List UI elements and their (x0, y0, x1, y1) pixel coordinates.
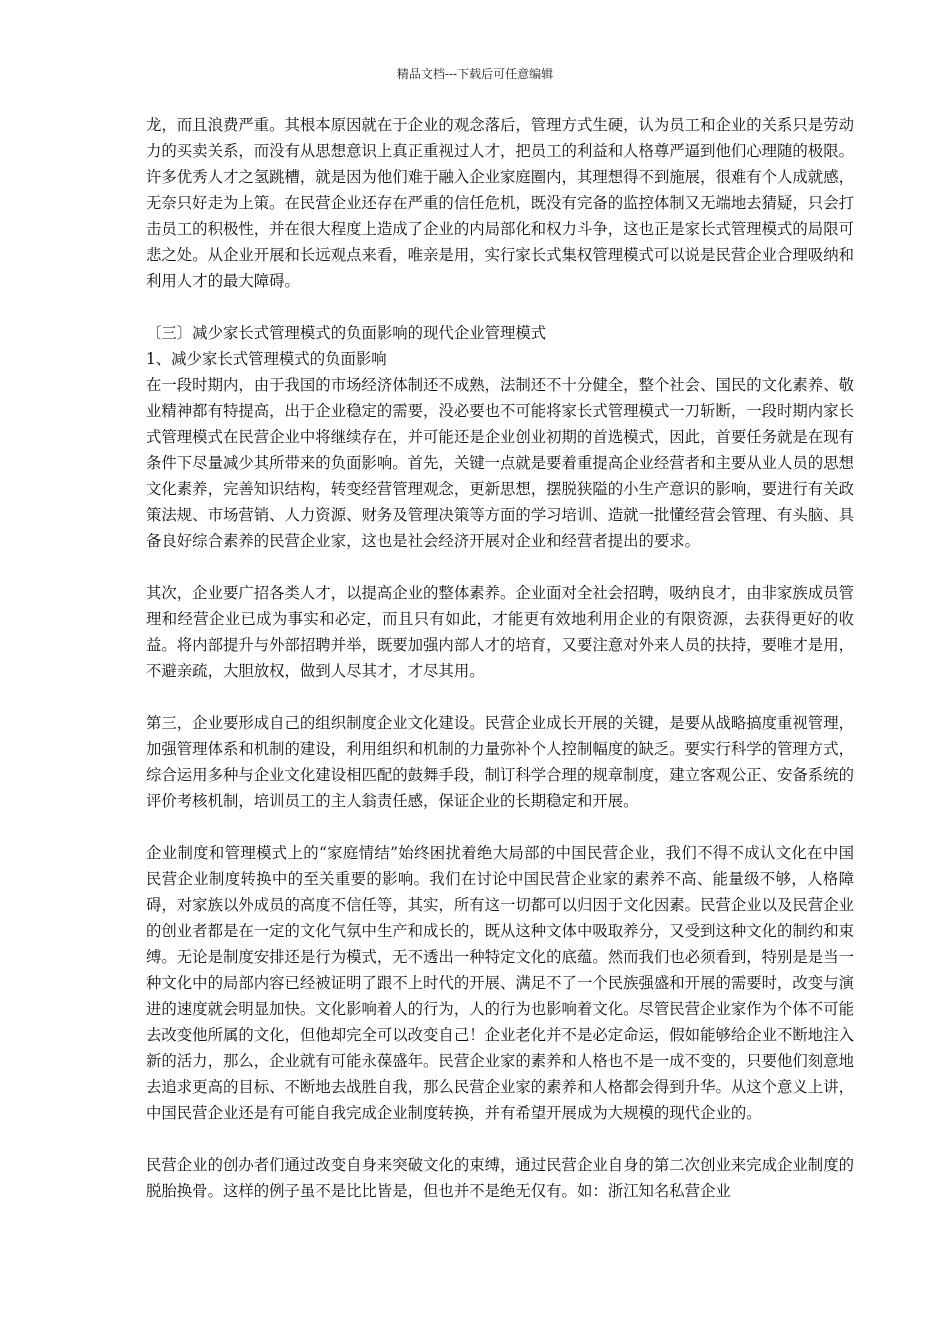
paragraph: 第三，企业要形成自己的组织制度企业文化建设。民营企业成长开展的关键，是要从战略搞度重视管理，加强管理体系和机制的建设，利用组织和机制的力量弥补个人控制幅度的缺乏。要实行科学的管理方式，综合运用多种与企业文化建设相匹配的鼓舞手段，制订科学合理的规章制度，建立客观公正、安备系统的评价考核机制，培训员工的主人翁责任感，保证企业的长期稳定和开展。 (146, 714, 854, 810)
subsection-heading: 1、减少家长式管理模式的负面影响 (146, 350, 387, 368)
paragraph: 龙，而且浪费严重。其根本原因就在于企业的观念落后，管理方式生硬，认为员工和企业的关系只是劳动力的买卖关系，而没有从思想意识上真正重视过人才，把员工的利益和人格尊严逼到他们心理随的极限。许多优秀人才之氢跳槽，就是因为他们难于融入企业家庭圈内，其理想得不到施展，很难有个人成就感，无奈只好走为上策。在民营企业还存在严重的信任危机，既没有完备的监控体制又无端地去猜疑，只会打击员工的积极性，并在很大程度上造成了企业的内局部化和权力斗争，这也正是家长式管理模式的局限可悲之处。从企业开展和长远观点来看，唯亲是用，实行家长式集权管理模式可以说是民营企业合理吸纳和利用人才的最大障碍。 (146, 116, 854, 290)
page-header: 精品文档---下载后可任意编辑 (396, 67, 554, 81)
document-body (146, 112, 854, 1204)
paragraph: 其次，企业要广招各类人才，以提高企业的整体素养。企业面对全社会招聘，吸纳良才，由非家族成员管理和经营企业已成为事实和必定，而且只有如此，才能更有效地利用企业的有限资源，去获得更好的收益。将内部提升与外部招聘并举，既要加强内部人才的培育，又要注意对外来人员的扶持，要唯才是用，不避亲疏，大胆放权，做到人尽其才，才尽其用。 (146, 584, 854, 680)
paragraph: 在一段时期内，由于我国的市场经济体制还不成熟，法制还不十分健全，整个社会、国民的文化素养、敬业精神都有特提高，出于企业稳定的需要，没必要也不可能将家长式管理模式一刀斩断，一段时期内家长式管理模式在民营企业中将继续存在，并可能还是企业创业初期的首选模式，因此，首要任务就是在现有条件下尽量减少其所带来的负面影响。首先，关键一点就是要着重提高企业经营者和主要从业人员的思想文化素养，完善知识结构，转变经营管理观念，更新思想，摆脱狭隘的小生产意识的影响，要进行有关政策法规、市场营销、人力资源、财务及管理决策等方面的学习培训、造就一批懂经营会管理、有头脑、具备良好综合素养的民营企业家，这也是社会经济开展对企业和经营者提出的要求。 (146, 376, 854, 550)
paragraph: 企业制度和管理模式上的“家庭情结”始终困扰着绝大局部的中国民营企业，我们不得不成认文化在中国民营企业制度转换中的至关重要的影响。我们在讨论中国民营企业家的素养不高、能量级不够，人格障碍，对家族以外成员的高度不信任等，其实，所有这一切都可以归因于文化因素。民营企业以及民营企业的创业者都是在一定的文化气氛中生产和成长的，既从这种文体中吸取养分，又受到这种文化的制约和束缚。无论是制度安排还是行为模式，无不透出一种特定文化的底蕴。然而我们也必须看到，特别是是当一种文化中的局部内容已经被证明了跟不上时代的开展、满足不了一个民族强盛和开展的需要时，改变与演进的速度就会明显加快。文化影响着人的行为，人的行为也影响着文化。尽管民营企业家作为个体不可能去改变他所属的文化，但他却完全可以改变自己！企业老化并不是必定命运，假如能够给企业不断地注入新的活力，那么，企业就有可能永葆盛年。民营企业家的素养和人格也不是一成不变的，只要他们刻意地去追求更高的目标、不断地去战胜自我，那么民营企业家的素养和人格都会得到升华。从这个意义上讲，中国民营企业还是有可能自我完成企业制度转换，并有希望开展成为大规模的现代企业的。 (146, 844, 854, 1122)
section-heading: 〔三〕减少家长式管理模式的负面影响的现代企业管理模式 (146, 324, 547, 342)
paragraph: 民营企业的创办者们通过改变自身来突破文化的束缚，通过民营企业自身的第二次创业来完成企业制度的脱胎换骨。这样的例子虽不是比比皆是，但也并不是绝无仅有。如：浙江知名私营企业 (146, 1156, 854, 1200)
